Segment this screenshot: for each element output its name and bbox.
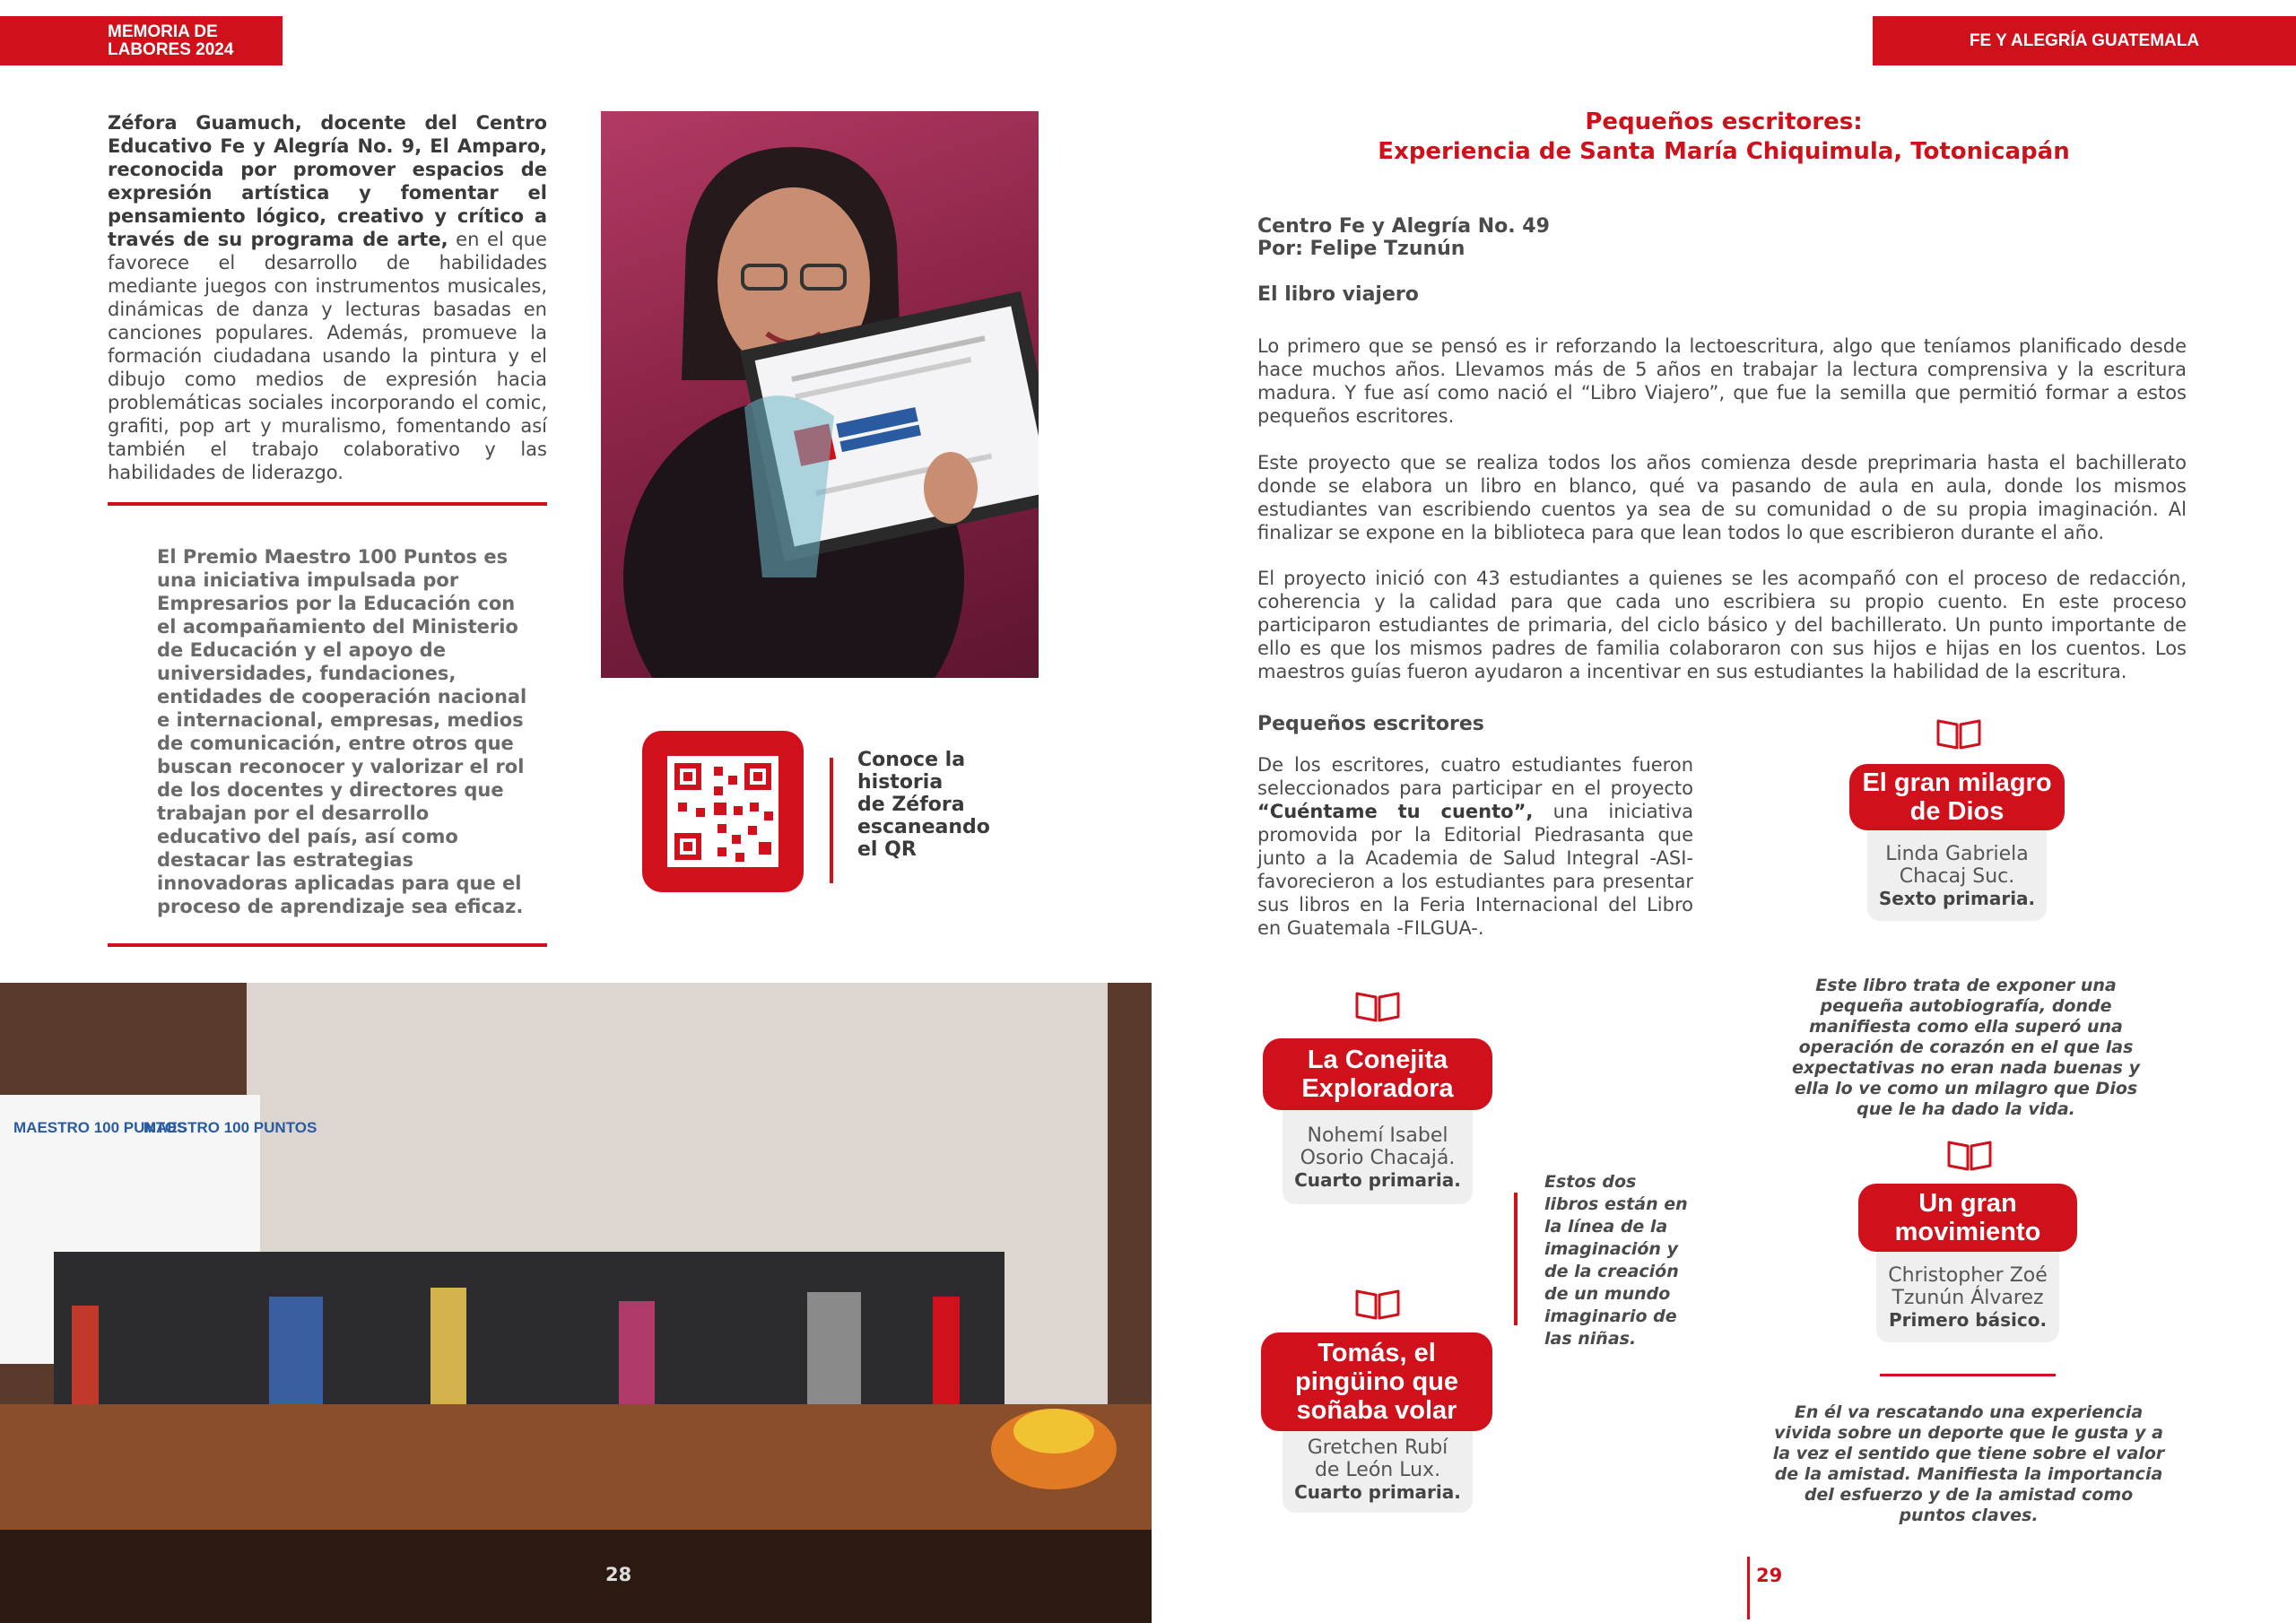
title-line2: Experiencia de Santa María Chiquimula, Totonicapán xyxy=(1378,138,2070,165)
para4-bold: “Cuéntame tu cuento”, xyxy=(1257,801,1534,822)
paragraph-2: Este proyecto que se realiza todos los años comienza desde preprimaria hasta el bachillerato donde se elabora un libro en blanco, qué va pasando de aula en aula, donde los mismos estudiantes van escribiendo cuentos ya sea de su comunidad o de su propia imaginación. Al finalizar se expone en la biblioteca para que lean todos lo que escribieron durante el año. xyxy=(1257,452,2187,543)
grade: Sexto primaria. xyxy=(1878,888,2036,909)
note-movimiento-rule xyxy=(1880,1374,2056,1376)
centro-name: Centro Fe y Alegría No. 49 xyxy=(1257,215,1550,238)
section-title-pequenos-escritores: Pequeños escritores xyxy=(1257,713,1484,735)
open-book-icon xyxy=(1946,1139,1993,1171)
note-movimiento: En él va rescatando una experiencia vivida sobre un deporte que le gusta y a la vez el sentido que tiene sobre el valor de la amistad. Manifiesta la importancia del esfuerzo y de la amistad como puntos claves. xyxy=(1772,1402,2165,1525)
note-divider xyxy=(1514,1193,1518,1325)
header-left-badge xyxy=(0,16,283,65)
qr-code-icon xyxy=(642,731,804,892)
book-title-pill-milagro: El gran milagro de Dios xyxy=(1849,764,2065,830)
banner-logo-1: MAESTRO 100 PUNTOS xyxy=(13,1119,187,1136)
para4-b: una iniciativa promovida por la Editorial Piedrasanta que junto a la Academia de Salud Integral -ASI- favorecieron a los estudiantes para presentar sus libros en la Feria Internacional del Libro en Guatemala -FILGUA-. xyxy=(1257,801,1694,939)
open-book-icon xyxy=(1935,717,1982,750)
banner-logo-2: MAESTRO 100 PUNTOS xyxy=(144,1119,317,1136)
portrait-illustration xyxy=(601,111,1039,678)
book-card-movimiento xyxy=(1876,1252,2059,1342)
header-left-line2: LABORES 2024 xyxy=(108,40,234,59)
grade: Primero básico. xyxy=(1888,1309,2048,1331)
group-photo xyxy=(0,983,1152,1623)
author-line1: Christopher Zoé xyxy=(1888,1264,2048,1287)
header-right-badge: FE Y ALEGRÍA GUATEMALA xyxy=(1873,16,2296,65)
page-number-divider xyxy=(1747,1557,1750,1619)
grade: Cuarto primaria. xyxy=(1294,1481,1461,1503)
book-title-pill-tomas: Tomás, el pingüino que soñaba volar xyxy=(1261,1332,1492,1431)
qr-caption-line: de Zéfora xyxy=(857,794,965,816)
author-name: Por: Felipe Tzunún xyxy=(1257,238,1465,260)
author-line1: Nohemí Isabel xyxy=(1307,1124,1448,1147)
crowd xyxy=(54,1252,1004,1404)
para4-a: De los escritores, cuatro estudiantes fueron seleccionados para participar en el proyecto xyxy=(1257,754,1693,799)
note-milagro: Este libro trata de exponer una pequeña autobiografía, donde manifiesta como ella superó una operación de corazón en el que las expectativas no eran nada buenas y ella lo ve como un milagro que Dios que le ha dado la vida. xyxy=(1792,976,2140,1119)
book-title-pill-movimiento: Un gran movimiento xyxy=(1858,1184,2077,1252)
intro-rest: en el que favorece el desarrollo de habilidades mediante juegos con instrumentos musicales, dinámicas de danza y lecturas basadas en canciones populares. Además, promueve la formación ciudadana usando la pintura y el dibujo como medios de expresión hacia problemáticas sociales incorporando el comic, grafiti, pop art y muralismo, fomentando así también el trabajo colaborativo y las habilidades de liderazgo. xyxy=(108,229,547,483)
qr-caption xyxy=(857,749,1001,861)
group-photo-illustration xyxy=(0,983,1152,1623)
book-card-tomas xyxy=(1283,1431,1473,1513)
author-line2: Tzunún Álvarez xyxy=(1892,1287,2044,1309)
grade: Cuarto primaria. xyxy=(1294,1169,1461,1191)
page-number-right: 29 xyxy=(1756,1565,1783,1586)
qr-divider xyxy=(830,758,833,883)
premio-paragraph: El Premio Maestro 100 Puntos es una iniciativa impulsada por Empresarios por la Educación con el acompañamiento del Ministerio de Educación y el apoyo de universidades, fundaciones, entidades de cooperación nacional e internacional, empresas, medios de comunicación, entre otros que buscan reconocer y valorizar el rol de los docentes y directores que trabajan por el desarrollo educativo del país, así como destacar las estrategias innovadoras aplicadas para que el proceso de aprendizaje sea eficaz. xyxy=(157,546,527,917)
byline xyxy=(1257,215,1796,260)
portrait-photo xyxy=(601,111,1039,678)
book-title-pill-conejita: La Conejita Exploradora xyxy=(1263,1038,1492,1110)
article-title xyxy=(1257,108,2190,167)
paragraph-3: El proyecto inició con 43 estudiantes a quienes se les acompañó con el proceso de redacción, coherencia y la calidad para que cada uno escribiera su propio cuento. En este proceso participaron estudiantes de primaria, del ciclo básico y del bachillerato. Un punto importante de ello es que los mismos padres de familia colaboraron con sus hijos e hijas en los cuentos. Los maestros guías fueron ayudaron a incentivar en sus estudiantes la habilidad de la escritura. xyxy=(1257,568,2187,682)
paragraph-1: Lo primero que se pensó es ir reforzando la lectoescritura, algo que teníamos planificado desde hace muchos años. Llevamos más de 5 años en trabajar la lectura comprensiva y la escritura madura. Y fue así como nació el “Libro Viajero”, que fue la semilla que permitió formar a estos pequeños escritores. xyxy=(1257,335,2187,427)
qr-caption-line: el QR xyxy=(857,838,917,861)
book-card-conejita xyxy=(1283,1110,1473,1204)
qr-caption-line: escaneando xyxy=(857,816,990,838)
title-line1: Pequeños escritores: xyxy=(1585,108,1863,135)
header-left-line1: MEMORIA DE xyxy=(108,22,218,41)
note-ninas: Estos dos libros están en la línea de la imaginación y de la creación de un mundo imaginario de las niñas. xyxy=(1544,1172,1688,1349)
author-line1: Gretchen Rubí xyxy=(1307,1436,1448,1459)
open-book-icon xyxy=(1354,990,1401,1022)
section-title-libro-viajero: El libro viajero xyxy=(1257,283,1419,306)
book-card-milagro xyxy=(1867,830,2047,921)
page-number-left: 28 xyxy=(605,1564,632,1585)
paragraph-4 xyxy=(1257,753,1693,940)
qr-caption-line: Conoce la xyxy=(857,749,966,771)
author-line2: Chacaj Suc. xyxy=(1899,865,2015,888)
premio-top-rule xyxy=(108,502,547,506)
qr-caption-line: historia xyxy=(857,771,944,794)
intro-paragraph xyxy=(108,111,547,484)
author-line2: de León Lux. xyxy=(1314,1459,1441,1481)
author-line2: Osorio Chacajá. xyxy=(1300,1147,1456,1169)
open-book-icon xyxy=(1354,1288,1401,1320)
author-line1: Linda Gabriela xyxy=(1885,843,2029,865)
intro-bold: Zéfora Guamuch, docente del Centro Educativo Fe y Alegría No. 9, El Amparo, reconocida por promover espacios de expresión artística y fomentar el pensamiento lógico, creativo y crítico a través de su programa de arte, xyxy=(108,112,547,250)
qr-code-box[interactable] xyxy=(642,731,804,892)
premio-bottom-rule xyxy=(108,943,547,947)
